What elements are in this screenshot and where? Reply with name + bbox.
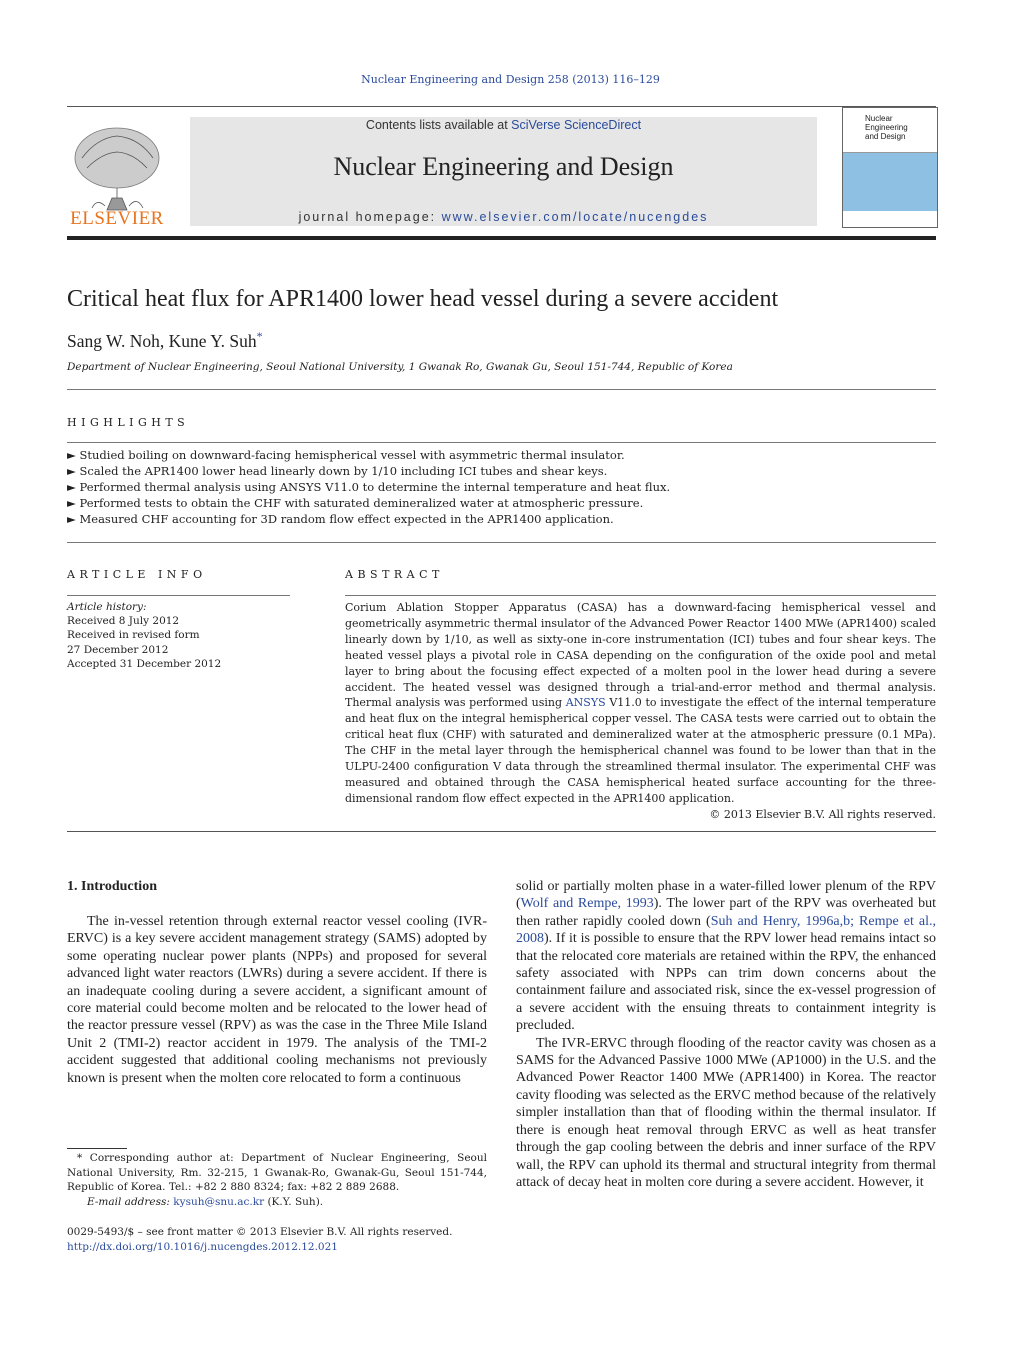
cover-footer <box>843 211 937 227</box>
abstract-part-2: V11.0 to investigate the effect of the internal temperature and heat flux on the integral hemispherical copper vessel. The CASA tests were carried out to obtain the critical heat flux (CHF) with saturated and demineralized water at the atmospheric pressure (0.1 MPa). The CHF in the metal layer through the hemispherical channel was found to be lower than that in the ULPU-2400 configuration V data through the streamlined thermal insulator. The experimental CHF was measured and obtained through the CASA hemispherical heated surface accounting for the three-dimensional random flow effect expected in the APR1400 application. <box>345 696 937 805</box>
header-thick-rule <box>67 236 936 240</box>
corresponding-author-footnote <box>67 1151 487 1209</box>
intro-left-column <box>67 913 487 1087</box>
revised-date: 27 December 2012 <box>67 643 169 656</box>
cover-title-line1: Nuclear Engineering <box>865 114 908 132</box>
issn-line: 0029-5493/$ – see front matter © 2013 Elsevier B.V. All rights reserved. <box>67 1226 453 1238</box>
highlights-list <box>67 447 670 527</box>
abstract-rule <box>345 595 936 596</box>
cover-title <box>865 114 937 141</box>
history-label: Article history: <box>67 601 147 613</box>
abstract-part-1: Corium Ablation Stopper Apparatus (CASA) has a downward-facing hemispherical vessel and geometrically asymmetric thermal insulator of the Advanced Power Reactor 1400 MWe (APR1400) scaled linearly down by 1/10, as well as sixty-one in-core instrumentation (ICI) tubes and four shear keys. The heated vessel plays a pivotal role in CASA depending on the configuration of the oxide pool and metal layer to bring about the focusing effect expected of a molten pool in the lower head during a severe accident. The heated vessel was designed through a trial-and-error method and thermal analysis. Thermal analysis was performed using <box>345 601 936 710</box>
rule-after-highlights <box>67 542 936 543</box>
ansys-link[interactable]: ANSYS <box>565 696 606 710</box>
accepted-date: Accepted 31 December 2012 <box>67 657 222 670</box>
journal-name: Nuclear Engineering and Design <box>333 152 674 181</box>
citation-link[interactable]: Wolf and Rempe, 1993 <box>520 896 654 912</box>
homepage-line <box>190 210 817 224</box>
sciencedirect-link[interactable]: SciVerse ScienceDirect <box>511 118 642 132</box>
cover-title-line2: and Design <box>865 132 906 141</box>
article-history <box>67 600 221 671</box>
abstract-heading: ABSTRACT <box>345 568 444 581</box>
cover-header <box>843 108 937 153</box>
highlights-rule <box>67 442 936 443</box>
intro-paragraph: The IVR-ERVC through flooding of the reactor cavity was chosen as a SAMS for the Advanced Passive 1000 MWe (AP1000) in the U.S. and the Advanced Power Reactor 1400 MWe (APR1400) in Korea. The reactor cavity flooding was selected as the ERVC method because of the relatively simpler installation than that of flooding within the thermal insulator. If there is enough heat removal through ERVC as well as heat transfer through the gap cooling between the debris and inner surface of the RPV wall, the RPV can uphold its thermal and structural integrity from thermal attack of decay heat in molten core during a severe accident. However, it <box>516 1035 936 1190</box>
article-info-rule <box>67 595 290 596</box>
elsevier-wordmark: ELSEVIER <box>70 208 164 229</box>
abstract-text <box>345 600 936 807</box>
article-title: Critical heat flux for APR1400 lower head vessel during a severe accident <box>67 286 779 312</box>
email-label: E-mail address: <box>87 1195 174 1208</box>
journal-cover <box>842 107 938 228</box>
citation-link[interactable]: Suh and Henry, 1996a,b; Rempe et al., 2008 <box>516 913 936 947</box>
doi-link[interactable]: http://dx.doi.org/10.1016/j.nucengdes.2012.12.021 <box>67 1241 338 1253</box>
intro-right-column <box>516 878 936 1191</box>
highlight-item: ► Scaled the APR1400 lower head linearly down by 1/10 including ICI tubes and shear keys. <box>67 464 608 478</box>
article-authors <box>67 329 263 352</box>
text-run: ). If it is possible to ensure that the RPV lower head remains intact so that the relocated core materials are retained within the RPV, the enhanced safety associated with NPPs can trim down concerns about the containment failure and associated risk, since the ex-vessel progression of a severe accident with the ensuing threats to containment integrity is precluded. <box>516 931 936 1034</box>
introduction-heading: 1. Introduction <box>67 879 157 894</box>
cover-image <box>843 153 937 211</box>
revised-label: Received in revised form <box>67 629 200 642</box>
highlights-heading: HIGHLIGHTS <box>67 416 190 429</box>
homepage-prefix: journal homepage: <box>298 210 442 224</box>
email-suffix: (K.Y. Suh). <box>264 1195 324 1208</box>
footnote-rule <box>67 1148 127 1149</box>
text-run: ). The lower part of the RPV was overheated but then rather rapidly cooled down ( <box>516 896 936 929</box>
contents-prefix: Contents lists available at <box>365 118 512 132</box>
article-info-heading: ARTICLE INFO <box>67 568 207 581</box>
highlight-item: ► Studied boiling on downward-facing hemispherical vessel with asymmetric thermal insulator. <box>67 448 625 462</box>
footnote-email-line <box>67 1195 487 1210</box>
header-top-rule <box>67 106 936 107</box>
abstract-copyright: © 2013 Elsevier B.V. All rights reserved. <box>709 808 936 821</box>
affiliation: Department of Nuclear Engineering, Seoul National University, 1 Gwanak Ro, Gwanak Gu, Seoul 151-744, Republic of Korea <box>67 361 733 373</box>
received-date: Received 8 July 2012 <box>67 615 180 628</box>
highlight-item: ► Performed tests to obtain the CHF with saturated demineralized water at atmospheric pressure. <box>67 496 644 510</box>
highlight-item: ► Performed thermal analysis using ANSYS V11.0 to determine the internal temperature and heat flux. <box>67 480 671 494</box>
rule-before-highlights <box>67 389 936 390</box>
intro-paragraph-continued <box>516 878 936 1035</box>
highlight-item: ► Measured CHF accounting for 3D random flow effect expected in the APR1400 application. <box>67 512 614 526</box>
rule-after-abstract <box>67 831 936 832</box>
contents-line <box>190 118 817 132</box>
corresponding-author-mark[interactable]: * <box>256 329 263 343</box>
author-names: Sang W. Noh, Kune Y. Suh <box>67 330 257 351</box>
homepage-link[interactable]: www.elsevier.com/locate/nucengdes <box>441 210 709 224</box>
intro-paragraph: The in-vessel retention through external reactor vessel cooling (IVR-ERVC) is a key severe accident management strategy (SAMS) adopted by some operating nuclear power plants (NPPs) and proposed for several advanced light water reactors (LWRs) during a severe accident. If there is an inadequate cooling during a severe accident, a significant amount of core material could become molten and be relocated to the lower head of the reactor pressure vessel (RPV) as was the case in the Three Mile Island Unit 2 (TMI-2) reactor accident in 1979. The analysis of the TMI-2 accident suggested that additional cooling mechanisms not previously known is present when the molten core relocated to form a continuous <box>67 914 487 1086</box>
text-run: solid or partially molten phase in a water-filled lower plenum of the RPV ( <box>516 879 936 912</box>
footnote-text: * Corresponding author at: Department of Nuclear Engineering, Seoul National University, Rm. 32-215, 1 Gwanak-Ro, Gwanak-Gu, Seoul 151-744, Republic of Korea. Tel.: +82 2 880 8324; fax: +82 2 889 2688. <box>67 1152 487 1193</box>
email-link[interactable]: kysuh@snu.ac.kr <box>173 1195 265 1208</box>
journal-reference[interactable]: Nuclear Engineering and Design 258 (2013) 116–129 <box>361 73 660 86</box>
front-matter <box>67 1225 452 1255</box>
